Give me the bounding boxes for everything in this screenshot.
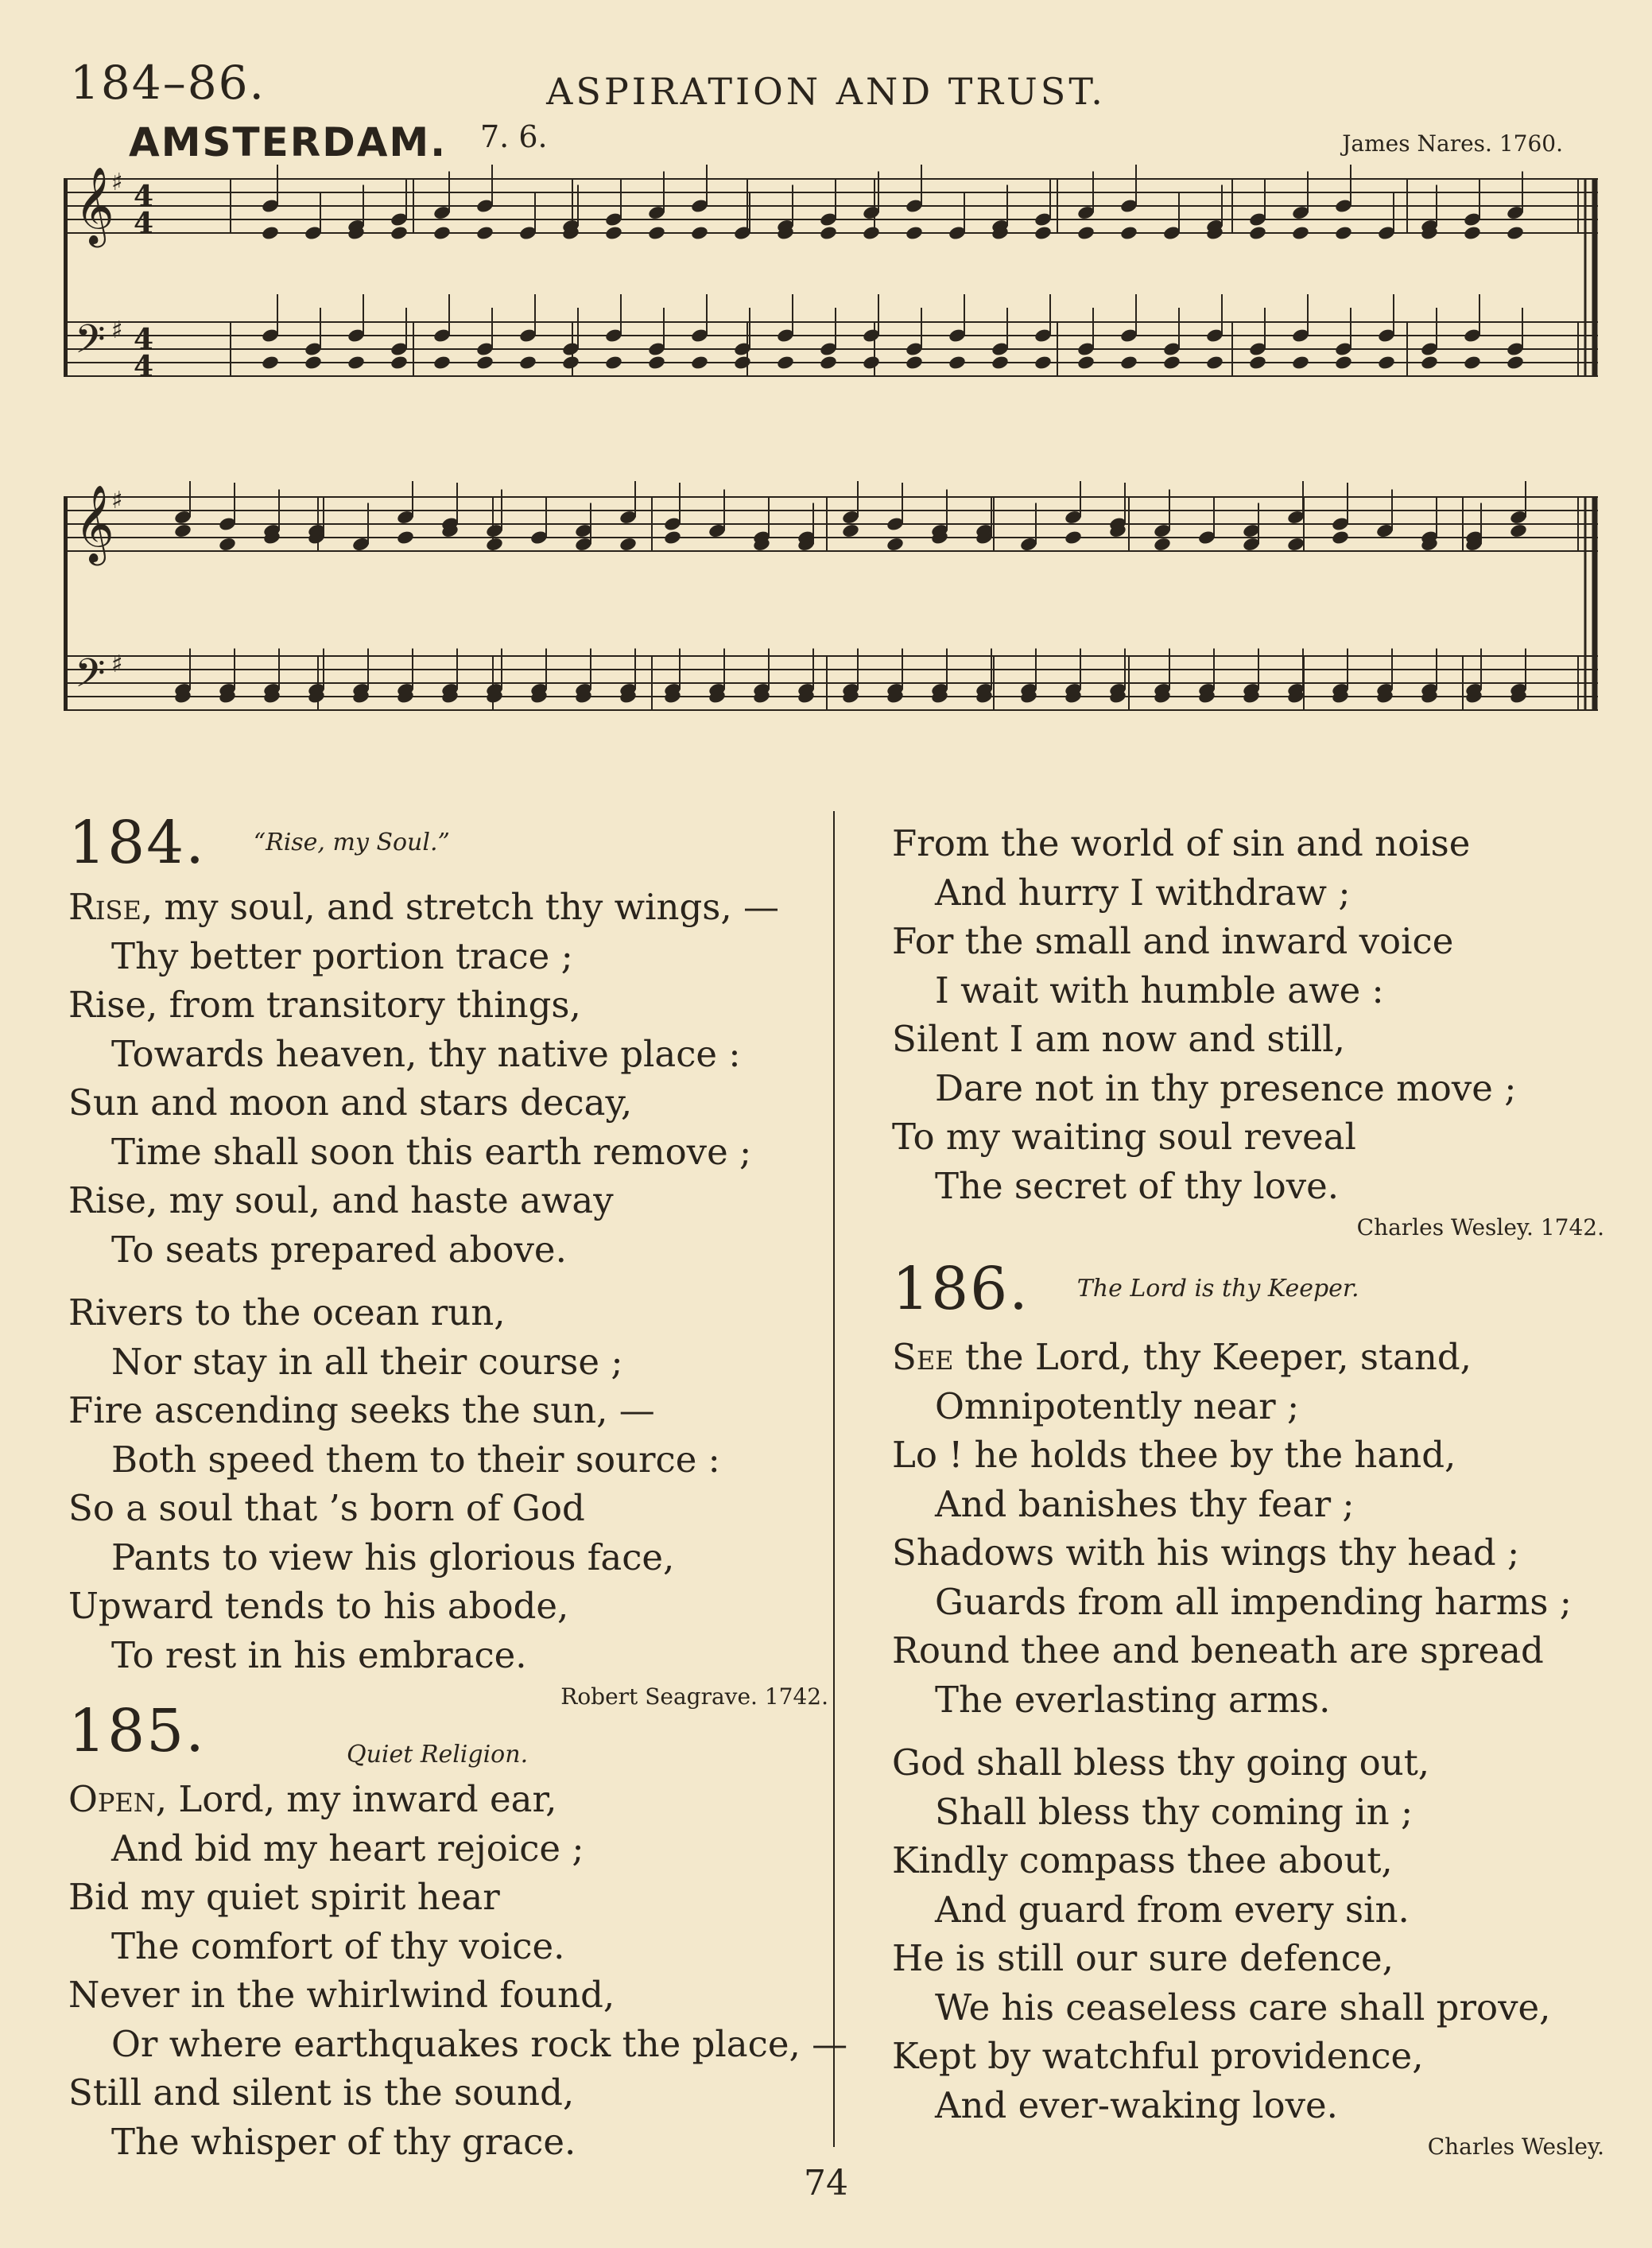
stanza-break	[68, 1274, 832, 1288]
notes	[173, 481, 1528, 705]
verse-line	[68, 1582, 832, 1631]
key-signature-sharp: ♯	[111, 487, 123, 514]
verse-line	[892, 1675, 1607, 1725]
note-head	[390, 225, 409, 241]
verse-line	[68, 2068, 832, 2118]
note-head	[1076, 355, 1096, 371]
verse-line	[892, 1431, 1607, 1480]
hymn-184-author: Robert Seagrave. 1742.	[560, 1683, 828, 1710]
verse-line-text: The comfort of thy voice.	[111, 1924, 565, 1967]
verse-line-text: Time shall soon this earth remove ;	[111, 1130, 752, 1173]
time-signature-top: 4	[134, 180, 154, 213]
tune-meter: 7. 6.	[480, 119, 548, 154]
note-head	[261, 355, 280, 371]
note-head	[1248, 225, 1267, 241]
note-head	[1033, 225, 1053, 241]
note-head	[776, 355, 795, 371]
note-head	[390, 355, 409, 371]
section-title: ASPIRATION AND TRUST.	[546, 70, 1106, 113]
note-head	[841, 523, 860, 539]
verse-line	[892, 1626, 1607, 1675]
verse-line-text: Dare not in thy presence move ;	[935, 1066, 1517, 1109]
hymn-number: 184.	[68, 809, 206, 877]
verse-line	[892, 1480, 1607, 1529]
note-head	[218, 537, 237, 553]
column-divider	[833, 811, 835, 2147]
note-head	[1377, 355, 1396, 371]
verse-line	[892, 1885, 1607, 1935]
verse-line-text: , my soul, and stretch thy wings, —	[141, 886, 779, 928]
note-head	[1331, 530, 1350, 545]
verse-line-text: Both speed them to their source :	[111, 1438, 720, 1481]
note-head	[1291, 355, 1310, 371]
note-head	[1463, 225, 1482, 241]
note-head	[432, 225, 452, 241]
verse-line-text: I wait with humble awe :	[935, 969, 1384, 1011]
note-head	[1463, 355, 1482, 371]
verse-line	[68, 1128, 832, 1177]
verse-line	[892, 1934, 1607, 1983]
note-head	[733, 355, 752, 371]
verse-line	[892, 1738, 1607, 1788]
verse-line	[892, 1112, 1607, 1162]
verse-line-text: Sun and moon and stars decay,	[68, 1081, 633, 1124]
verse-line	[68, 2118, 832, 2167]
note-head	[663, 530, 682, 545]
verse-line-text: The whisper of thy grace.	[111, 2120, 576, 2163]
note-head	[905, 355, 924, 371]
left-column	[68, 803, 848, 2166]
note-head	[647, 355, 666, 371]
note-head	[475, 225, 494, 241]
note-head	[1153, 537, 1172, 553]
verse-line-text: Rivers to the ocean run,	[68, 1291, 506, 1334]
verse-line-text: Lo ! he holds thee by the hand,	[892, 1434, 1456, 1476]
music-system-1	[64, 163, 1598, 433]
music-score-1	[64, 163, 1598, 433]
note-head	[1506, 355, 1525, 371]
verse-line-text: And ever-waking love.	[935, 2083, 1338, 2126]
time-signature-bottom: 4	[134, 207, 154, 240]
hymn-title: The Lord is thy Keeper.	[1076, 1275, 1359, 1303]
verse-line	[892, 1382, 1607, 1431]
note-head	[1162, 355, 1181, 371]
note-head	[604, 225, 623, 241]
note-head	[1334, 355, 1353, 371]
verse-line	[892, 1064, 1607, 1113]
verse-line	[68, 932, 832, 981]
verse-line	[68, 1970, 832, 2020]
note-head	[1286, 537, 1305, 553]
verse-line	[892, 1836, 1607, 1885]
verse-line	[68, 1873, 832, 1922]
music-score-2	[64, 481, 1598, 783]
verse-line-text: Round thee and beneath are spread	[892, 1629, 1544, 1671]
note-head	[1033, 355, 1053, 371]
verse-line-text: Upward tends to his abode,	[68, 1585, 569, 1627]
verse-line	[68, 1225, 832, 1275]
verse-line	[892, 1333, 1607, 1382]
verse-line-text: Rise, my soul, and haste away	[68, 1179, 614, 1221]
verse-line-text: Towards heaven, thy native place :	[111, 1032, 741, 1075]
bass-clef-icon: 𝄢	[75, 316, 106, 372]
note-head	[518, 355, 537, 371]
verse-line-text: Silent I am now and still,	[892, 1018, 1345, 1060]
note-head	[604, 355, 623, 371]
verse-line-text: Bid my quiet spirit hear	[68, 1876, 500, 1918]
verse-line	[892, 1528, 1607, 1578]
note-head	[1064, 530, 1083, 545]
note-head	[948, 355, 967, 371]
key-signature-sharp: ♯	[111, 316, 123, 344]
verse-line	[892, 1788, 1607, 1837]
note-head	[862, 225, 881, 241]
verse-line	[68, 1176, 832, 1225]
tune-name: AMSTERDAM.	[129, 119, 448, 165]
verse-line-text: Nor stay in all their course ;	[111, 1340, 623, 1383]
verse-line	[892, 1578, 1607, 1627]
verse-line-text: the Lord, thy Keeper, stand,	[953, 1336, 1472, 1378]
hymn-185-author: Charles Wesley. 1742.	[1356, 1214, 1604, 1240]
verse-line-text: He is still our sure defence,	[892, 1937, 1394, 1979]
verse-line-text: , Lord, my inward ear,	[155, 1778, 557, 1820]
verse-line	[68, 1533, 832, 1582]
hymn-title: Quiet Religion.	[347, 1741, 529, 1769]
verse-line-text: To rest in his embrace.	[111, 1633, 527, 1676]
verse-line	[892, 2032, 1607, 2081]
hymn-185-heading	[68, 1679, 832, 1775]
note-head	[690, 225, 709, 241]
verse-line	[68, 1922, 832, 1971]
treble-staff	[64, 484, 1598, 565]
verse-line-text: And hurry I withdraw ;	[935, 871, 1351, 914]
note-head	[819, 355, 838, 371]
note-head	[905, 225, 924, 241]
staff-group	[64, 481, 1598, 710]
treble-clef-icon: 𝄞	[75, 484, 114, 562]
note-head	[347, 355, 366, 371]
verse-line-text: Never in the whirlwind found,	[68, 1974, 615, 2016]
verse-line-text: God shall bless thy going out,	[892, 1741, 1430, 1784]
note-head	[1248, 355, 1267, 371]
verse-line-text: Omnipotently near ;	[935, 1384, 1300, 1427]
verse-line	[68, 1030, 832, 1079]
note-head	[1119, 355, 1138, 371]
note-head	[1334, 225, 1353, 241]
verse-line	[892, 1983, 1607, 2033]
note-head	[690, 355, 709, 371]
verse-line	[892, 2081, 1607, 2130]
hymn-185-text-cont	[892, 819, 1607, 1210]
verse-line-text: Fire ascending seeks the sun, —	[68, 1389, 655, 1431]
verse-line-text: And bid my heart rejoice ;	[111, 1827, 584, 1869]
key-signature-sharp: ♯	[111, 650, 123, 678]
hymn-186-author: Charles Wesley.	[1427, 2133, 1604, 2160]
verse-line-text: Kept by watchful providence,	[892, 2035, 1424, 2077]
verse-line	[68, 1824, 832, 1873]
verse-line-text: And banishes thy fear ;	[935, 1482, 1355, 1525]
hymn-number: 185.	[68, 1697, 206, 1765]
tune-composer: James Nares. 1760.	[1342, 130, 1563, 157]
note-head	[1506, 225, 1525, 241]
verse-line-text: Shadows with his wings thy head ;	[892, 1532, 1520, 1574]
verse-line-text: We his ceaseless care shall prove,	[935, 1986, 1551, 2029]
verse-line	[68, 883, 832, 932]
note-head	[647, 225, 666, 241]
hymn-184-heading	[68, 803, 832, 883]
hymn-186-text	[892, 1333, 1607, 2130]
note-head	[619, 537, 638, 553]
verse-line	[68, 1288, 832, 1338]
hymn-184-text	[68, 883, 832, 1679]
note-head	[1076, 225, 1096, 241]
verse-line-text: And guard from every sin.	[935, 1888, 1410, 1931]
hymn-number: 186.	[892, 1255, 1030, 1323]
page-number: 74	[804, 2163, 848, 2203]
note-head	[1119, 225, 1138, 241]
first-word: Open	[68, 1778, 156, 1820]
verse-line	[68, 1631, 832, 1680]
note-head	[432, 355, 452, 371]
note-head	[561, 355, 580, 371]
treble-clef-icon: 𝄞	[75, 166, 114, 244]
verse-line-text: Guards from all impending harms ;	[935, 1580, 1572, 1623]
verse-line	[892, 868, 1607, 918]
page-range: 184–86.	[70, 56, 266, 110]
music-system-2	[64, 481, 1598, 783]
first-word: Rise	[68, 886, 142, 928]
verse-line-text: So a soul that ’s born of God	[68, 1487, 585, 1529]
note-head	[475, 355, 494, 371]
verse-line-text: Still and silent is the sound,	[68, 2071, 575, 2114]
verse-line	[892, 1015, 1607, 1064]
verse-line	[68, 1484, 832, 1533]
note-head	[1420, 355, 1439, 371]
verse-line-text: Kindly compass thee about,	[892, 1839, 1393, 1881]
verse-line-text: To seats prepared above.	[111, 1228, 567, 1271]
hymn-title: “Rise, my Soul.”	[253, 829, 450, 857]
notes	[261, 165, 1525, 371]
verse-line	[892, 1162, 1607, 1211]
note-head	[1291, 225, 1310, 241]
verse-line	[892, 819, 1607, 868]
note-head	[1205, 355, 1224, 371]
verse-line	[892, 917, 1607, 966]
time-signature-top: 4	[134, 323, 154, 356]
verse-line	[68, 1775, 832, 1824]
note-head	[173, 523, 192, 539]
verse-line-text: Rise, from transitory things,	[68, 984, 581, 1026]
verse-line	[68, 1078, 832, 1128]
note-head	[1509, 523, 1528, 539]
verse-line-text: For the small and inward voice	[892, 920, 1454, 962]
note-head	[485, 537, 504, 553]
stanza-break	[892, 1724, 1607, 1738]
tune-header	[0, 119, 1652, 167]
verse-line-text: From the world of sin and noise	[892, 822, 1471, 864]
note-head	[991, 355, 1010, 371]
note-head	[886, 537, 905, 553]
verse-line	[68, 1435, 832, 1485]
note-head	[304, 355, 323, 371]
key-signature-sharp: ♯	[111, 169, 123, 196]
bass-staff	[64, 650, 1598, 710]
verse-line-text: Shall bless thy coming in ;	[935, 1790, 1414, 1833]
verse-line	[68, 1386, 832, 1435]
note-head	[862, 355, 881, 371]
verse-line	[68, 980, 832, 1030]
note-head	[396, 530, 415, 545]
verse-line-text: Thy better portion trace ;	[111, 934, 573, 977]
verse-line-text: The everlasting arms.	[935, 1678, 1331, 1721]
verse-line-text: The secret of thy love.	[935, 1164, 1340, 1207]
bass-clef-icon: 𝄢	[75, 650, 106, 706]
hymn-186-heading	[892, 1245, 1607, 1333]
verse-line	[68, 1338, 832, 1387]
staff-group	[64, 165, 1598, 383]
verse-line-text: Or where earthquakes rock the place, —	[111, 2022, 848, 2065]
hymn-185-text	[68, 1775, 848, 2166]
note-head	[261, 225, 280, 241]
note-head	[819, 225, 838, 241]
right-column	[892, 819, 1607, 2165]
verse-line	[892, 966, 1607, 1015]
time-signature-bottom: 4	[134, 350, 154, 383]
first-word: See	[892, 1336, 954, 1378]
verse-line-text: Pants to view his glorious face,	[111, 1536, 675, 1578]
verse-line	[68, 2020, 848, 2069]
verse-line-text: To my waiting soul reveal	[892, 1116, 1356, 1158]
